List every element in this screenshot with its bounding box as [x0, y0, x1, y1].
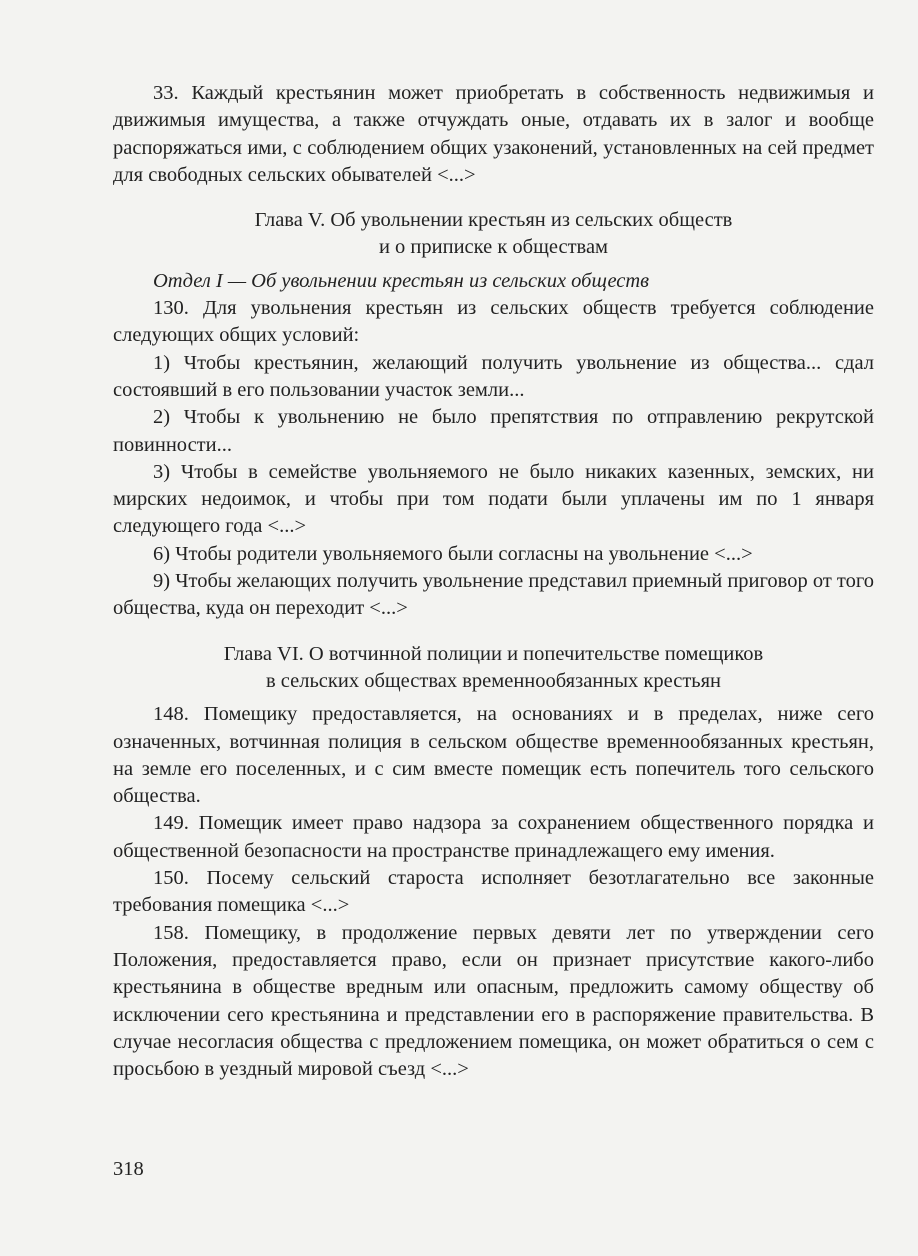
- paragraph-148: 148. Помещику предоставляется, на основаниях и в пределах, ниже сего означенных, вотчинная полиция в сельском обществе временнообязанных крестьян, на земле его поселенных, и с сим вместе помещик есть попечитель того сельского общества.: [113, 703, 874, 808]
- paragraph-33: 33. Каждый крестьянин может приобретать в собственность недвижимыя и движимыя имущества, а также отчуждать оные, отдавать их в залог и вообще распоряжаться ими, с соблюдением общих узаконений, установленных на сей предмет для свободных сельских обывателей <...>: [113, 82, 874, 186]
- chapter-5-title-line-2: и о приписке к обществам: [378, 236, 609, 259]
- section-1-heading: Отдел I — Об увольнении крестьян из сельских обществ: [153, 269, 650, 292]
- paragraph-130-condition-2: 2) Чтобы к увольнению не было препятствия по отправлению рекрутской повинности...: [113, 406, 874, 456]
- page-body: [113, 80, 874, 1083]
- paragraph-150: 150. Посему сельский староста исполняет безотлагательно все законные требования помещика <...>: [113, 867, 874, 917]
- chapter-5-heading: [113, 207, 874, 262]
- paragraph-130-condition-1: 1) Чтобы крестьянин, желающий получить увольнение из общества... сдал состоявший в его пользовании участок земли...: [113, 351, 874, 401]
- chapter-6-title-line-2: в сельских обществах временнообязанных крестьян: [265, 669, 722, 692]
- paragraph-130-condition-3: 3) Чтобы в семействе увольняемого не было никаких казенных, земских, ни мирских недоимок, и чтобы при том подати были уплачены им по 1 января следующего года <...>: [113, 460, 874, 538]
- page-number: 318: [113, 1158, 144, 1180]
- paragraph-130-condition-9: 9) Чтобы желающих получить увольнение представил приемный приговор от того общества, куда он переходит <...>: [113, 570, 874, 620]
- paragraph-130: 130. Для увольнения крестьян из сельских обществ требуется соблюдение следующих общих условий:: [113, 297, 874, 347]
- chapter-6-title-line-1: Глава VI. О вотчинной полиции и попечительстве помещиков: [223, 642, 764, 665]
- paragraph-149: 149. Помещик имеет право надзора за сохранением общественного порядка и общественной безопасности на пространстве принадлежащего ему имения.: [113, 812, 874, 862]
- chapter-6-heading: [113, 641, 874, 696]
- chapter-5-title-line-1: Глава V. Об увольнении крестьян из сельских обществ: [254, 209, 733, 232]
- paragraph-130-condition-6: 6) Чтобы родители увольняемого были согласны на увольнение <...>: [153, 542, 753, 565]
- paragraph-158: 158. Помещику, в продолжение первых девяти лет по утверждении сего Положения, предоставляется право, если он признает присутствие какого-либо крестьянина в обществе вредным или опасным, предложить самому обществу об исключении сего крестьянина и представлении его в распоряжение правительства. В случае несогласия общества с предложением помещика, он может обратиться о сем с просьбою в уездный мировой съезд <...>: [113, 921, 874, 1081]
